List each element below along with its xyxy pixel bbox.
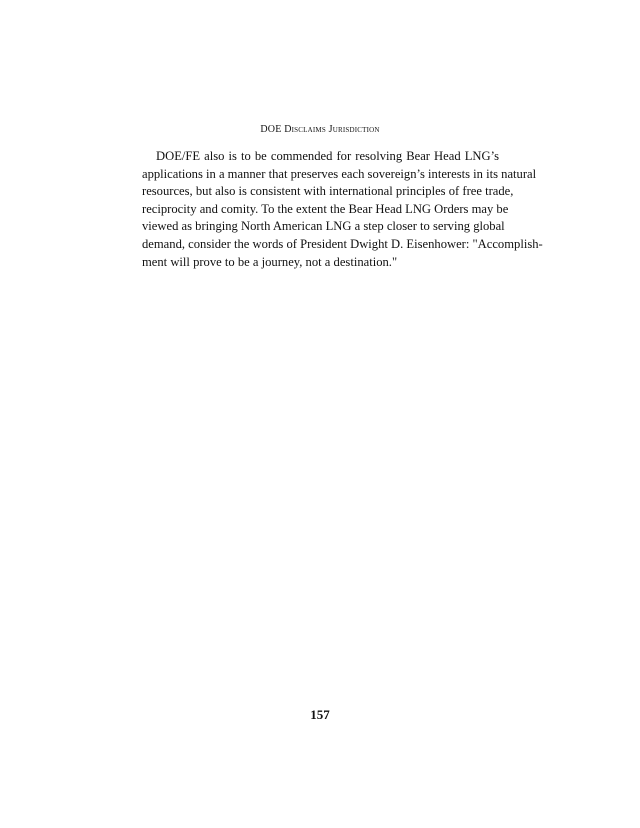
paragraph-line: ment will prove to be a journey, not a destination." [142,254,398,269]
paragraph-line: reciprocity and comity. To the extent the Bear Head LNG Orders may be [142,201,509,216]
paragraph-line: demand, consider the words of President Dwight D. Eisenhower: "Accomplish- [142,236,543,251]
body-paragraph [142,148,543,271]
paragraph-line: resources, but also is consistent with international principles of free trade, [142,184,514,199]
running-head-title: Disclaims Jurisdiction [284,124,380,135]
running-head [0,124,640,135]
page-number: 157 [310,707,330,722]
paragraph-line: DOE/FE also is to be commended for resolving Bear Head LNG’s [156,149,499,163]
paragraph-line: applications in a manner that preserves each sovereign’s interests in its natural [142,166,537,181]
paragraph-line: viewed as bringing North American LNG a step closer to serving global [142,219,505,234]
running-head-lead: DOE [260,124,282,135]
